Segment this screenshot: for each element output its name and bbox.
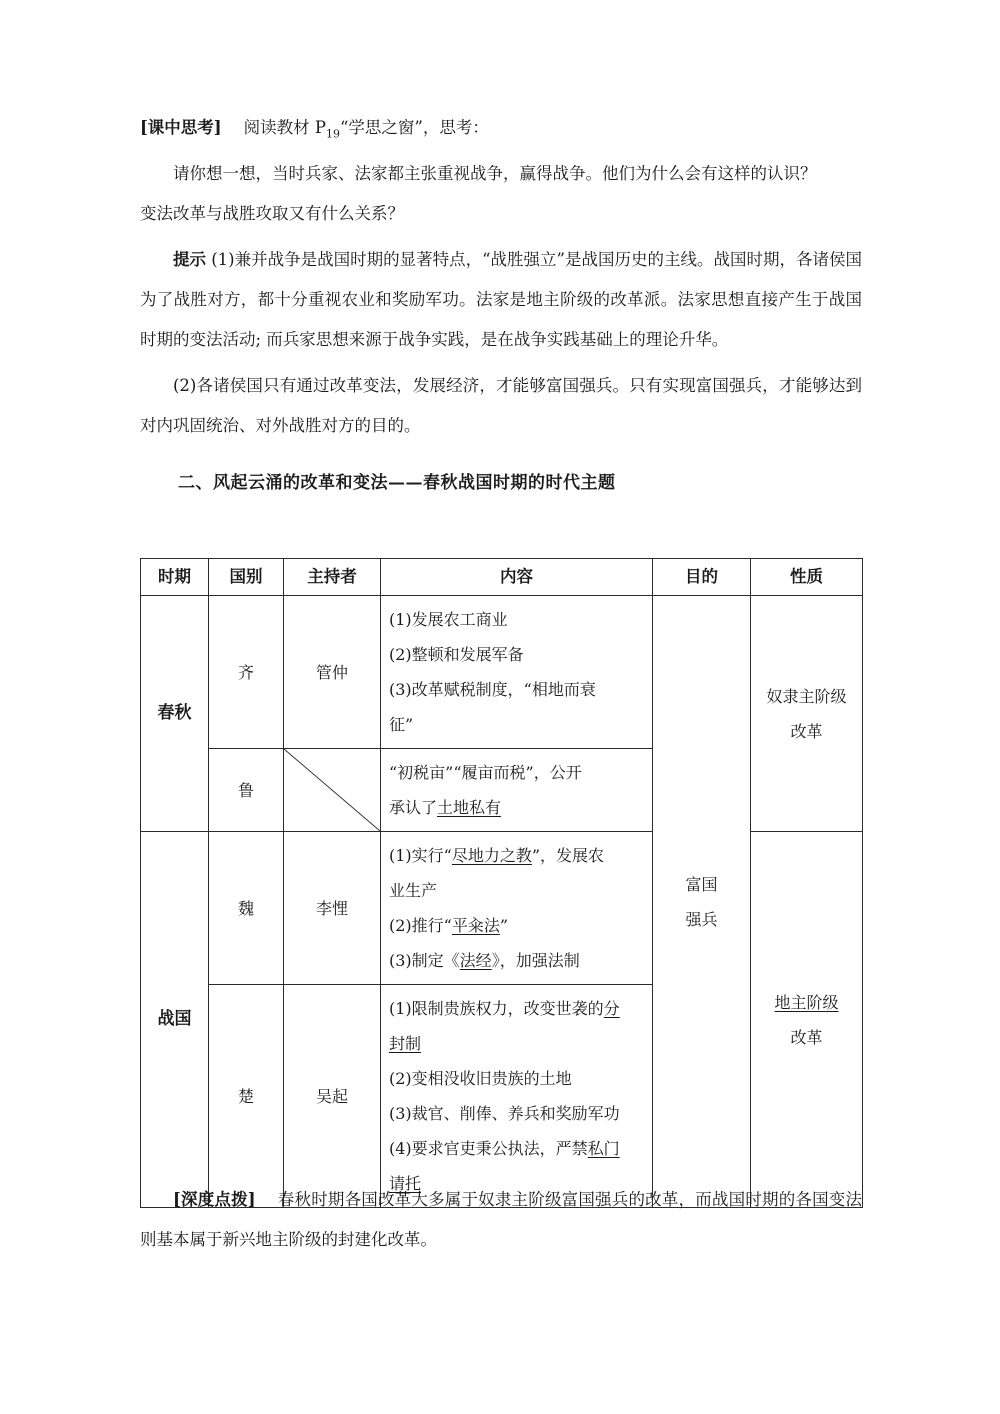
content-text: 征” bbox=[389, 715, 414, 734]
content-line bbox=[389, 1096, 644, 1131]
deep-note-tag: [深度点拨] bbox=[173, 1190, 256, 1209]
content-text: (4)要求官吏秉公执法，严禁 bbox=[389, 1139, 588, 1158]
diagonal-strike-icon bbox=[284, 749, 380, 831]
content-line bbox=[389, 991, 644, 1026]
cell-state: 齐 bbox=[209, 596, 284, 749]
cell-leader: 李悝 bbox=[284, 832, 381, 985]
cell-content bbox=[381, 596, 653, 749]
cell-nature-chunqiu-line2: 改革 bbox=[790, 721, 823, 741]
course-think-prompt bbox=[140, 108, 862, 154]
cell-content bbox=[381, 749, 653, 832]
reform-table-wrapper bbox=[140, 558, 862, 1208]
content-line bbox=[389, 1131, 644, 1166]
table-header-row bbox=[141, 559, 863, 596]
cell-nature-zhanguo bbox=[751, 832, 863, 1208]
cell-period: 战国 bbox=[141, 832, 209, 1208]
col-header-period: 时期 bbox=[141, 559, 209, 596]
content-text: “初税亩”“履亩而税”，公开 bbox=[389, 763, 582, 782]
cell-purpose-line2: 强兵 bbox=[685, 909, 718, 929]
deep-note-paragraph bbox=[140, 1180, 862, 1260]
cell-nature-chunqiu bbox=[751, 596, 863, 832]
content-underlined-term: 私门 bbox=[587, 1139, 620, 1158]
content-line bbox=[389, 790, 644, 825]
table-row bbox=[141, 596, 863, 749]
content-underlined-term: 尽地力之教 bbox=[451, 846, 532, 865]
content-text: (1)限制贵族权力，改变世袭的 bbox=[389, 999, 604, 1018]
deep-note-text: 春秋时期各国改革大多属于奴隶主阶级富国强兵的改革，而战国时期的各国变法则基本属于新兴地主阶级的封建化改革。 bbox=[140, 1190, 862, 1249]
deep-note-block bbox=[140, 1180, 862, 1260]
hint-item-1-text: (1)兼并战争是战国时期的显著特点，“战胜强立”是战国历史的主线。战国时期，各诸侯国为了战胜对方，都十分重视农业和奖励军功。法家是地主阶级的改革派。法家思想直接产生于战国时期的变法活动; 而兵家思想来源于战争实践，是在战争实践基础上的理论升华。 bbox=[140, 250, 862, 350]
cell-nature-zhanguo-line2: 改革 bbox=[790, 1027, 823, 1047]
col-header-state: 国别 bbox=[209, 559, 284, 596]
cell-leader: 管仲 bbox=[284, 596, 381, 749]
col-header-leader: 主持者 bbox=[284, 559, 381, 596]
content-text: (3)改革赋税制度，“相地而衰 bbox=[389, 680, 596, 699]
content-text: (2)推行“ bbox=[389, 916, 452, 935]
content-text: (3)裁官、削俸、养兵和奖励军功 bbox=[389, 1104, 620, 1123]
content-line bbox=[389, 873, 644, 908]
content-line bbox=[389, 755, 644, 790]
question-line-2: 变法改革与战胜攻取又有什么关系？ bbox=[140, 204, 404, 224]
content-line bbox=[389, 838, 644, 873]
content-line bbox=[389, 1026, 644, 1061]
content-underlined-term: 请托 bbox=[389, 1174, 422, 1193]
content-line bbox=[389, 707, 644, 742]
cell-purpose-merged bbox=[653, 596, 751, 1208]
cell-state: 楚 bbox=[209, 985, 284, 1208]
cell-period: 春秋 bbox=[141, 596, 209, 832]
spacer-before-section bbox=[140, 446, 862, 468]
question-line-1: 请你想一想，当时兵家、法家都主张重视战争，赢得战争。他们为什么会有这样的认识？ bbox=[173, 164, 817, 184]
cell-content bbox=[381, 832, 653, 985]
cell-content bbox=[381, 985, 653, 1208]
content-line bbox=[389, 672, 644, 707]
cell-nature-zhanguo-line1: 地主阶级 bbox=[774, 992, 839, 1012]
content-text: (3)制定《 bbox=[389, 951, 460, 970]
hint-item-2: (2)各诸侯国只有通过改革变法，发展经济，才能够富国强兵。只有实现富国强兵，才能够达到对内巩固统治、对外战胜对方的目的。 bbox=[140, 376, 862, 436]
content-text: (1)发展农工商业 bbox=[389, 610, 508, 629]
content-line bbox=[389, 943, 644, 978]
course-think-instruction-tail: “学思之窗”，思考： bbox=[339, 118, 489, 137]
reform-table-body bbox=[141, 596, 863, 1208]
content-underlined-term: 封制 bbox=[389, 1034, 422, 1053]
cell-nature-chunqiu-line1: 奴隶主阶级 bbox=[766, 686, 847, 706]
cell-state: 鲁 bbox=[209, 749, 284, 832]
col-header-nature: 性质 bbox=[751, 559, 863, 596]
cell-leader-none bbox=[284, 749, 381, 832]
content-line bbox=[389, 1061, 644, 1096]
content-underlined-term: 分 bbox=[603, 999, 620, 1018]
upper-text-content bbox=[140, 108, 862, 498]
cell-purpose-line1: 富国 bbox=[685, 874, 718, 894]
cell-state: 魏 bbox=[209, 832, 284, 985]
content-text: (1)实行“ bbox=[389, 846, 452, 865]
content-underlined-term: 平籴法 bbox=[451, 916, 500, 935]
content-line bbox=[389, 637, 644, 672]
content-line bbox=[389, 908, 644, 943]
content-text: ”，发展农 bbox=[531, 846, 605, 865]
course-think-tag: [课中思考] bbox=[140, 118, 222, 137]
content-line bbox=[389, 602, 644, 637]
content-text: 》，加强法制 bbox=[491, 951, 580, 970]
course-think-instruction: 阅读教材 P bbox=[243, 118, 326, 137]
page-ref-subscript: 19 bbox=[325, 127, 340, 141]
hint-item-1 bbox=[140, 240, 862, 360]
cell-leader: 吴起 bbox=[284, 985, 381, 1208]
content-text: 业生产 bbox=[389, 881, 438, 900]
reform-table bbox=[140, 558, 863, 1208]
hint-label: 提示 bbox=[173, 250, 206, 270]
content-underlined-term: 法经 bbox=[459, 951, 492, 970]
content-text: 承认了 bbox=[389, 798, 438, 817]
section-heading: 二、风起云涌的改革和变法——春秋战国时期的时代主题 bbox=[178, 473, 616, 494]
col-header-content: 内容 bbox=[381, 559, 653, 596]
content-text: (2)变相没收旧贵族的土地 bbox=[389, 1069, 572, 1088]
content-text: (2)整顿和发展军备 bbox=[389, 645, 524, 664]
content-underlined-term: 土地私有 bbox=[437, 798, 502, 817]
table-row bbox=[141, 832, 863, 985]
col-header-purpose: 目的 bbox=[653, 559, 751, 596]
content-text: ” bbox=[499, 916, 509, 935]
